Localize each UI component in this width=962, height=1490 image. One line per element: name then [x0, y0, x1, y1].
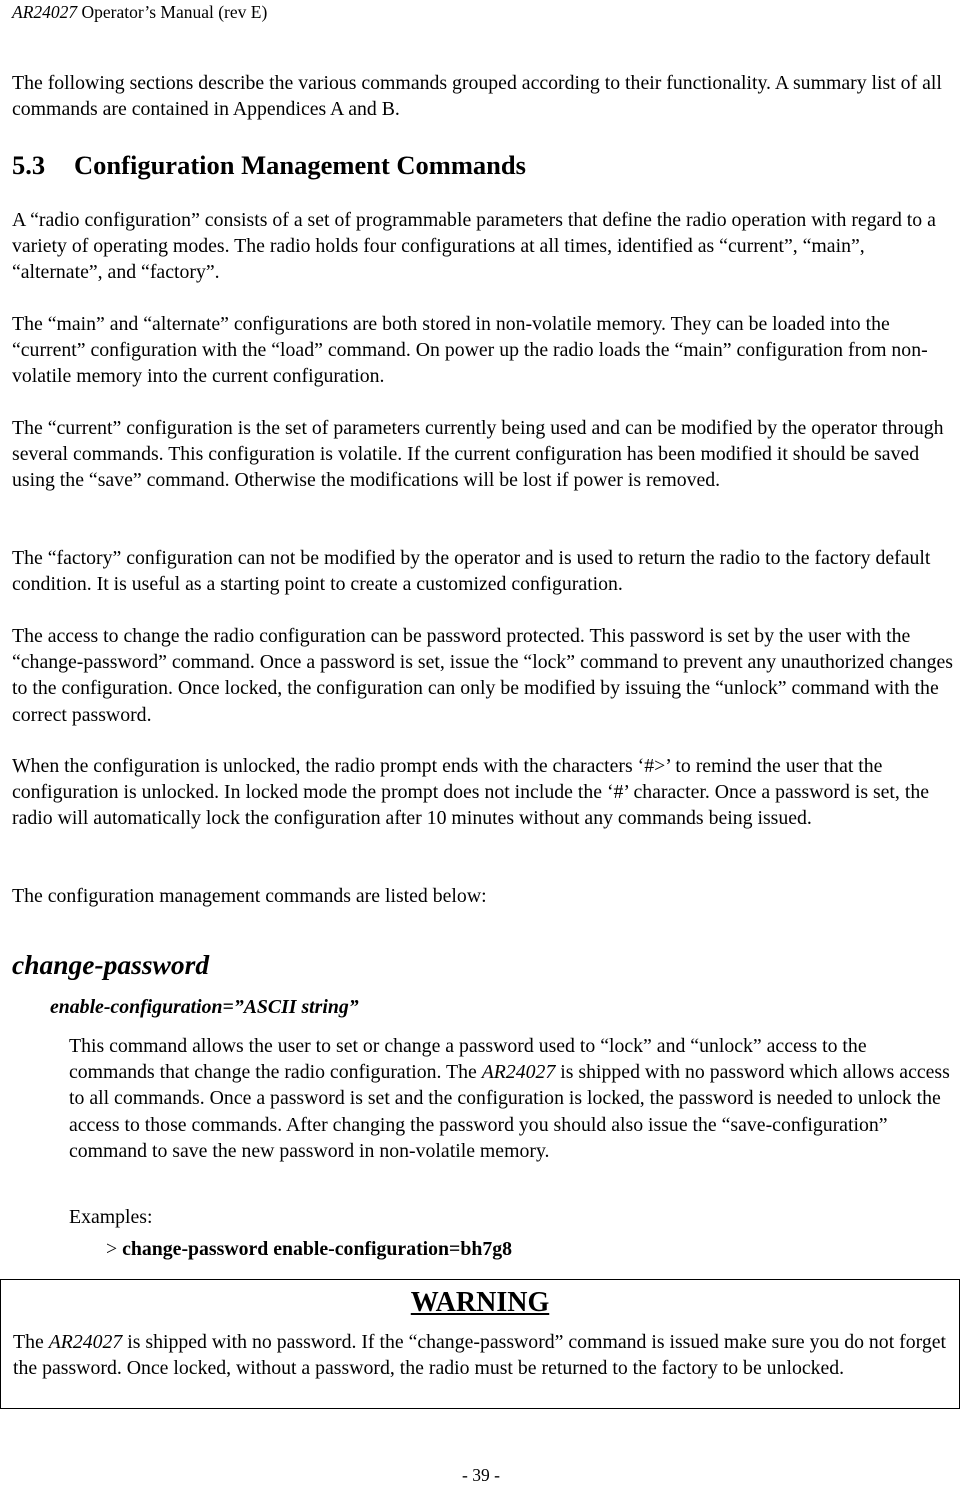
example-prompt: >: [106, 1238, 123, 1260]
paragraph-main-alternate: The “main” and “alternate” configurations are both stored in non-volatile memory. They can be loaded into the “current” configuration with the “load” command. On power up the radio loads the “main” configuration from non-volatile memory into the current configuration.: [12, 313, 928, 388]
section-number: 5.3: [12, 150, 46, 180]
header-doc-title: Operator’s Manual (rev E): [77, 2, 268, 22]
examples-label: Examples:: [69, 1206, 153, 1228]
example-line: [106, 1236, 512, 1262]
page-number: - 39 -: [462, 1465, 500, 1485]
page-header: [12, 1, 267, 23]
paragraph-commands-list: The configuration management commands are listed below:: [12, 885, 487, 907]
command-name: change-password: [12, 949, 210, 980]
intro-paragraph: The following sections describe the various commands grouped according to their functionality. A summary list of all commands are contained in Appendices A and B.: [12, 72, 942, 121]
command-description: [69, 1033, 957, 1164]
warning-text: [13, 1329, 953, 1381]
paragraph-factory: The “factory” configuration can not be modified by the operator and is used to return the radio to the factory default condition. It is useful as a starting point to create a customized configuration.: [12, 547, 931, 596]
paragraph-radio-configuration: A “radio configuration” consists of a set of programmable parameters that define the radio operation with regard to a variety of operating modes. The radio holds four configurations at all times, identified as “current”, “main”, “alternate”, and “factory”.: [12, 209, 936, 284]
command-desc-product: AR24027: [481, 1061, 556, 1084]
warning-box: [0, 1279, 960, 1409]
paragraph-current: The “current” configuration is the set of parameters currently being used and can be modified by the operator through several commands. This configuration is volatile. If the current configuration has been modified it should be saved using the “save” command. Otherwise the modifications will be lost if power is removed.: [12, 417, 944, 492]
section-heading: [12, 148, 526, 182]
warning-text-before: The: [13, 1331, 49, 1353]
warning-product: AR24027: [48, 1331, 123, 1353]
paragraph-password-protection: The access to change the radio configuration can be password protected. This password is set by the user with the “change-password” command. Once a password is set, issue the “lock” command to prevent any unauthorized changes to the configuration. Once locked, the configuration can only be modified by issuing the “unlock” command with the correct password.: [12, 625, 953, 726]
command-parameter: enable-configuration=”ASCII string”: [50, 996, 359, 1018]
example-command: change-password enable-configuration=bh7g8: [122, 1238, 513, 1260]
warning-title: WARNING: [410, 1287, 550, 1318]
warning-text-after: is shipped with no password. If the “change-password” command is issued make sure you do not forget the password. Once locked, without a password, the radio must be returned to the factory to be unlocked.: [13, 1331, 947, 1380]
command-desc-after: is shipped with no password which allows access to all commands. Once a password is set and the configuration is locked, the password is needed to unlock the access to those commands. After changing the password you should also issue the “save-configuration” command to save the new password in non-volatile memory.: [69, 1061, 950, 1162]
command-desc-before: This command allows the user to set or change a password used to “lock” and “unlock” access to the commands that change the radio configuration. The: [69, 1035, 867, 1084]
paragraph-unlocked-prompt: When the configuration is unlocked, the radio prompt ends with the characters ‘#>’ to remind the user that the configuration is unlocked. In locked mode the prompt does not include the ‘#’ character. Once a password is set, the radio will automatically lock the configuration after 10 minutes without any commands being issued.: [12, 755, 929, 830]
header-doc-name: AR24027: [12, 2, 78, 22]
section-title: Configuration Management Commands: [74, 150, 526, 180]
